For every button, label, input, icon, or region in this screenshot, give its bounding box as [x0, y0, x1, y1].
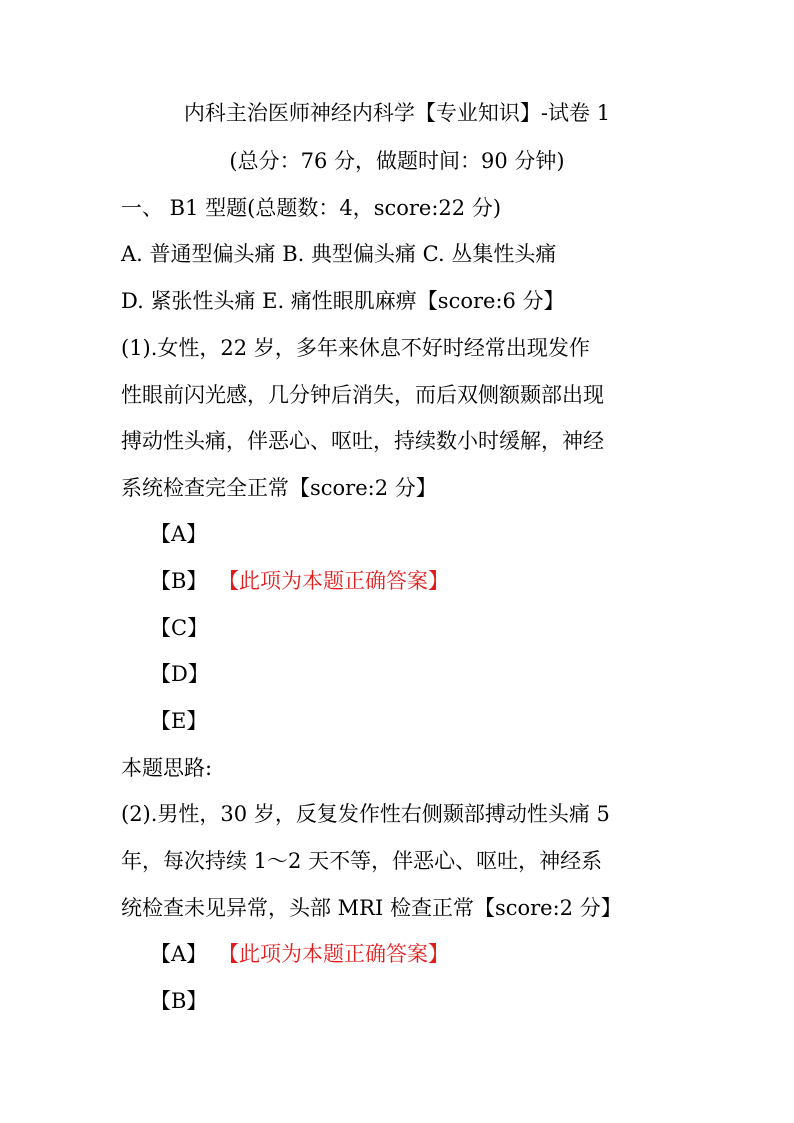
choice-label: 【A】 [150, 942, 208, 966]
question-1-choice-e [150, 706, 710, 736]
question-1-choice-b [150, 566, 710, 596]
question-1-stem-line-2: 性眼前闪光感，几分钟后消失，而后双侧额颞部出现 [121, 383, 604, 407]
choice-label: 【C】 [150, 616, 209, 640]
choice-label: 【E】 [150, 709, 208, 733]
question-2-choice-b [150, 986, 710, 1016]
choice-label: 【B】 [150, 569, 208, 593]
question-2-choice-a [150, 939, 710, 969]
question-1-choice-d [150, 659, 710, 689]
question-2-stem-line-1: (2).男性，30 岁，反复发作性右侧颞部搏动性头痛 5 [121, 802, 610, 826]
choice-label: 【D】 [150, 662, 209, 686]
correct-answer-note: 【此项为本题正确答案】 [218, 569, 449, 593]
correct-answer-note: 【此项为本题正确答案】 [218, 942, 449, 966]
question-1-stem-line-3: 搏动性头痛，伴恶心、呕吐，持续数小时缓解，神经 [121, 429, 604, 453]
choice-label: 【B】 [150, 989, 208, 1013]
question-1-stem-line-1: (1).女性，22 岁，多年来休息不好时经常出现发作 [121, 336, 590, 360]
question-2-stem-line-2: 年，每次持续 1～2 天不等，伴恶心、呕吐，神经系 [121, 849, 603, 873]
question-1-analysis-label: 本题思路: [121, 756, 213, 780]
shared-options-line-2: D. 紧张性头痛 E. 痛性眼肌麻痹【score:6 分】 [121, 289, 565, 313]
document-subtitle: (总分：76 分，做题时间：90 分钟) [229, 149, 565, 173]
question-1-choice-c [150, 613, 710, 643]
document-title: 内科主治医师神经内科学【专业知识】-试卷 1 [183, 101, 611, 125]
choice-label: 【A】 [150, 522, 208, 546]
shared-options-line-1: A. 普通型偏头痛 B. 典型偏头痛 C. 丛集性头痛 [121, 242, 557, 266]
section-heading: 一、 B1 型题(总题数：4，score:22 分) [121, 196, 502, 220]
question-1-stem-line-4: 系统检查完全正常【score:2 分】 [121, 476, 437, 500]
question-2-stem-line-3: 统检查未见异常，头部 MRI 检查正常【score:2 分】 [121, 896, 622, 920]
question-1-choice-a [150, 519, 710, 549]
